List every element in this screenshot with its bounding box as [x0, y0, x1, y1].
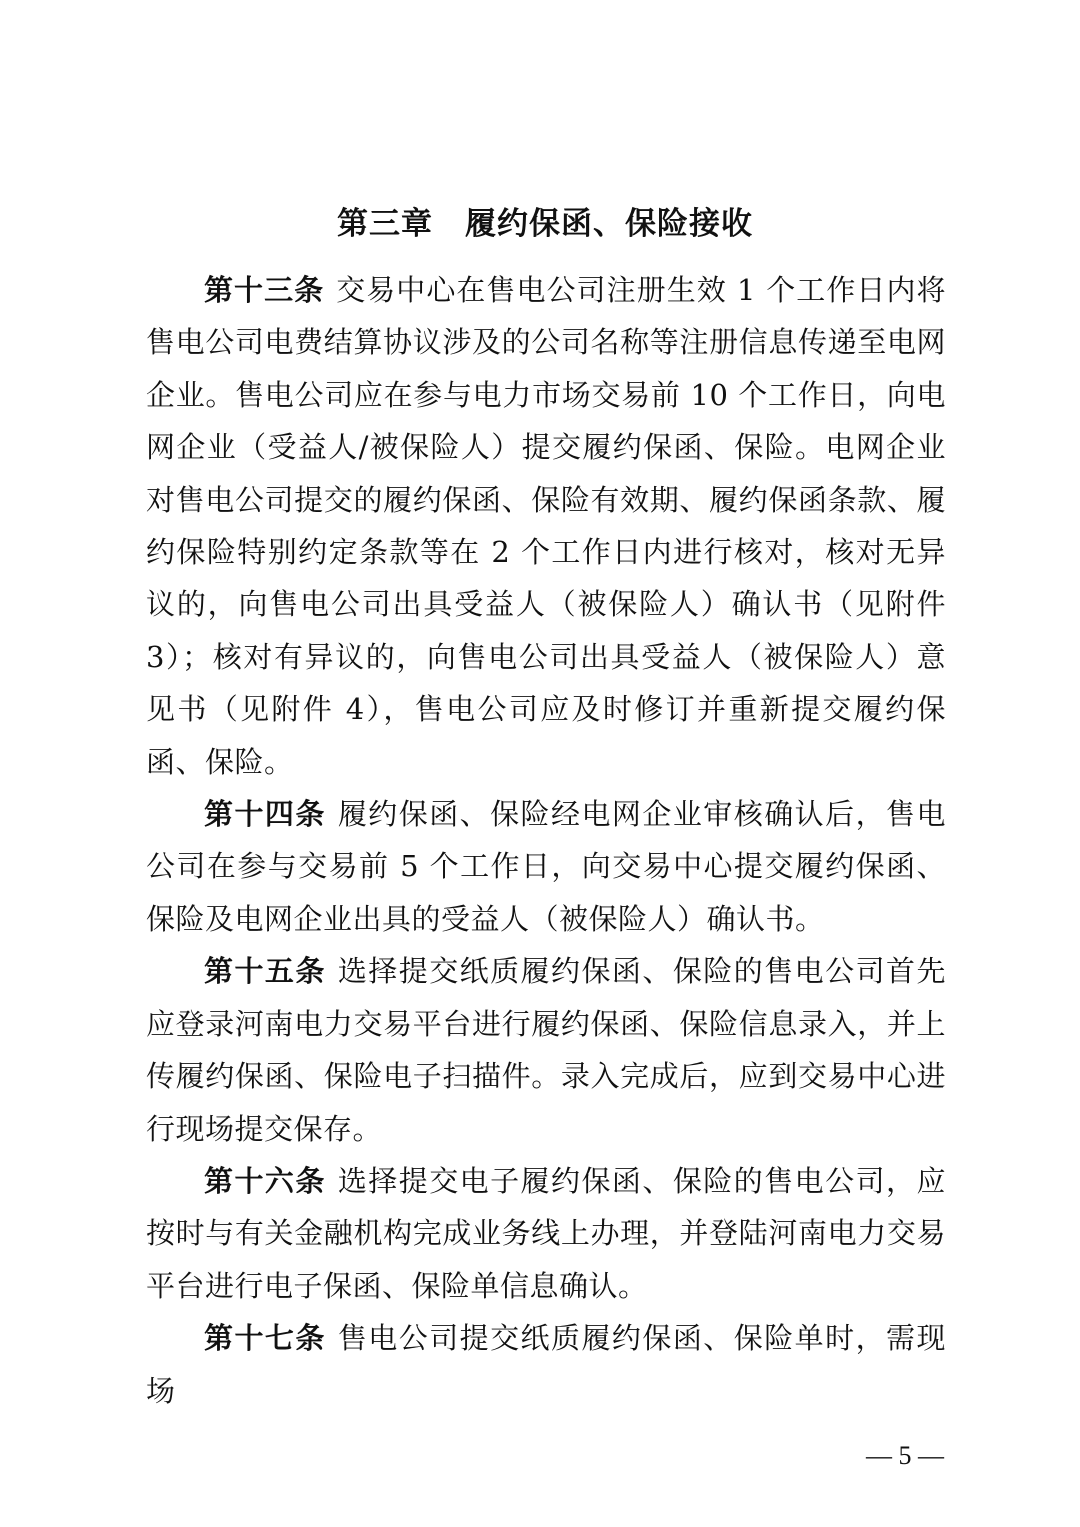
chapter-title: 第三章 履约保函、保险接收 — [337, 206, 753, 242]
article-15 — [146, 945, 946, 1155]
article-number: 第十七条 — [204, 1321, 326, 1356]
article-14 — [146, 788, 946, 945]
article-13 — [146, 264, 946, 788]
page-number: — 5 — — [866, 1441, 944, 1470]
article-text: 选择提交纸质履约保函、保险的售电公司首先应登录河南电力交易平台进行履约保函、保险信息录入，并上传履约保函、保险电子扫描件。录入完成后，应到交易中心进行现场提交保存。 — [146, 954, 946, 1146]
document-body — [146, 264, 946, 1417]
article-number: 第十三条 — [204, 273, 325, 307]
article-number: 第十五条 — [204, 954, 326, 989]
article-text: 交易中心在售电公司注册生效 1 个工作日内将售电公司电费结算协议涉及的公司名称等注册信息传递至电网企业。售电公司应在参与电力市场交易前 10 个工作日，向电网企业（受益人/被保险人）提交履约保函、保险。电网企业对售电公司提交的履约保函、保险有效期、履约保函条款、履约保险特别约定条款等在 2 个工作日内进行核对，核对无异议的，向售电公司出具受益人（被保险人）确认书（见附件 3）；核对有异议的，向售电公司出具受益人（被保险人）意见书（见附件 4），售电公司应及时修订并重新提交履约保函、保险。 — [146, 273, 946, 779]
article-17 — [146, 1312, 946, 1417]
article-number: 第十四条 — [204, 797, 326, 832]
article-text: 履约保函、保险经电网企业审核确认后，售电公司在参与交易前 5 个工作日，向交易中心提交履约保函、保险及电网企业出具的受益人（被保险人）确认书。 — [146, 797, 946, 936]
article-text: 选择提交电子履约保函、保险的售电公司，应按时与有关金融机构完成业务线上办理，并登陆河南电力交易平台进行电子保函、保险单信息确认。 — [146, 1163, 946, 1303]
article-number: 第十六条 — [204, 1163, 326, 1198]
article-16 — [146, 1155, 946, 1312]
article-text: 售电公司提交纸质履约保函、保险单时，需现场 — [146, 1321, 946, 1408]
